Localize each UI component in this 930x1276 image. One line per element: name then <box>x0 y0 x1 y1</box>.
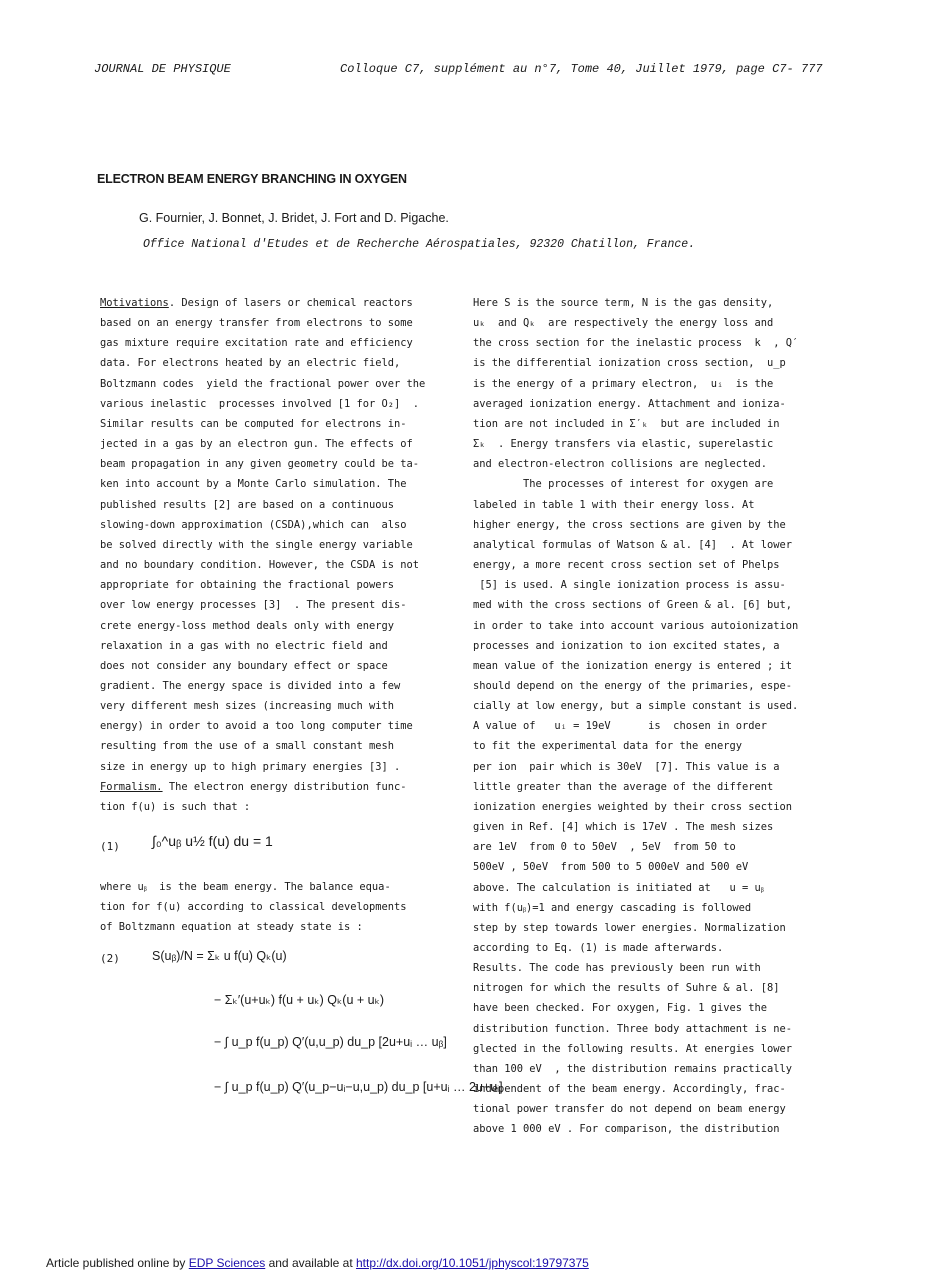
left-text-line <box>100 394 452 414</box>
line-text: very different mesh sizes (increasing much with <box>100 700 395 713</box>
right-text-line: [5] is used. A single ionization process is assu- <box>473 579 786 592</box>
equation-2-line: − Σₖ′(u+uₖ) f(u + uₖ) Qₖ(u + uₖ) <box>214 993 385 1007</box>
left-text-line <box>100 535 452 555</box>
line-text: and no boundary condition. However, the CSDA is not <box>100 559 420 572</box>
line-text: jected in a gas by an electron gun. The effects of <box>100 438 413 451</box>
left-text-line: where uᵦ is the beam energy. The balance equa- <box>100 881 391 893</box>
right-text-line: with f(uᵦ)=1 and energy cascading is followed <box>473 901 752 914</box>
line-text: crete energy-loss method deals only with energy <box>100 619 395 632</box>
paper-authors: G. Fournier, J. Bonnet, J. Bridet, J. Fort and D. Pigache. <box>139 211 449 225</box>
right-column <box>473 293 833 1140</box>
left-text-line <box>100 696 452 716</box>
right-text-line: than 100 eV , the distribution remains practically <box>473 1062 793 1075</box>
right-text-line: distribution function. Three body attachment is ne- <box>473 1022 793 1035</box>
left-text-line <box>100 293 452 313</box>
line-text: size in energy up to high primary energies [3] . <box>100 760 401 773</box>
left-text-line <box>100 333 452 353</box>
left-text-line <box>100 595 452 615</box>
right-text-line: have been checked. For oxygen, Fig. 1 gives the <box>473 1002 768 1015</box>
left-text-line <box>100 757 452 777</box>
equation-2-line: − ∫ u_p f(u_p) Q′(u_p−uᵢ−u,u_p) du_p [u+uᵢ … 2u+uᵢ] <box>214 1080 503 1094</box>
left-text-line <box>100 434 452 454</box>
left-text-line <box>100 353 452 373</box>
left-text-line <box>100 616 452 636</box>
line-text: gradient. The energy space is divided into a few <box>100 679 401 692</box>
left-column-continued <box>100 877 452 937</box>
line-text: various inelastic processes involved [1 for O₂] . <box>100 397 420 410</box>
line-text: appropriate for obtaining the fractional powers <box>100 579 395 592</box>
right-text-line: labeled in table 1 with their energy loss. At <box>473 498 755 511</box>
line-text: ken into account by a Monte Carlo simulation. The <box>100 478 407 491</box>
right-text-line: the cross section for the inelastic process k , Q′ <box>473 337 799 350</box>
line-text: The electron energy distribution func- <box>162 780 407 793</box>
right-text-line: according to Eq. (1) is made afterwards. <box>473 942 724 954</box>
line-text: be solved directly with the single energy variable <box>100 538 413 551</box>
left-text-line <box>100 515 452 535</box>
colloque-reference: Colloque C7, supplément au n°7, Tome 40, Juillet 1979, page C7- 777 <box>340 62 823 76</box>
paper-affiliation: Office National d'Etudes et de Recherche Aérospatiales, 92320 Chatillon, France. <box>143 238 696 251</box>
footer-prefix: Article published online by <box>46 1256 189 1270</box>
equation-2-line: S(uᵦ)/N = Σₖ u f(u) Qₖ(u) <box>152 949 287 963</box>
left-text-line <box>100 636 452 656</box>
right-text-line: The processes of interest for oxygen are <box>473 478 774 491</box>
equation-1: ∫₀^uᵦ u½ f(u) du = 1 <box>152 833 273 849</box>
equation-1-number: (1) <box>100 840 120 853</box>
right-text-line: step by step towards lower energies. Normalization <box>473 921 786 934</box>
line-text: beam propagation in any given geometry could be ta- <box>100 458 420 471</box>
line-text: based on an energy transfer from electrons to some <box>100 317 413 330</box>
left-text-line <box>100 495 452 515</box>
right-text-line: should depend on the energy of the primaries, espe- <box>473 679 793 692</box>
section-heading: Formalism. <box>100 780 163 793</box>
left-text-line <box>100 716 452 736</box>
right-text-line: in order to take into account various autoionization <box>473 619 799 632</box>
line-text: resulting from the use of a small constant mesh <box>100 740 395 753</box>
right-text-line: uₖ and Qₖ are respectively the energy loss and <box>473 317 774 330</box>
line-text: published results [2] are based on a continuous <box>100 498 395 511</box>
line-text: slowing-down approximation (CSDA),which can also <box>100 518 407 531</box>
publication-footer <box>46 1256 589 1270</box>
left-text-line <box>100 555 452 575</box>
right-text-line: averaged ionization energy. Attachment and ioniza- <box>473 397 786 410</box>
line-text: . Design of lasers or chemical reactors <box>168 297 413 309</box>
right-text-line: mean value of the ionization energy is entered ; it <box>473 659 793 672</box>
right-text-line: little greater than the average of the different <box>473 780 774 793</box>
left-column <box>100 293 452 817</box>
right-text-line: and electron-electron collisions are neglected. <box>473 458 768 471</box>
line-text: Similar results can be computed for electrons in- <box>100 417 407 430</box>
right-text-line: independent of the beam energy. Accordingly, frac- <box>473 1083 786 1096</box>
right-text-line: tion are not included in Σ′ₖ but are included in <box>473 417 780 430</box>
left-text-line <box>100 313 452 333</box>
left-text-line <box>100 575 452 595</box>
right-text-line: Σₖ . Energy transfers via elastic, superelastic <box>473 438 774 451</box>
left-text-line <box>100 374 452 394</box>
left-text-line <box>100 656 452 676</box>
right-text-line: is the energy of a primary electron, uᵢ is the <box>473 377 774 390</box>
right-text-line: higher energy, the cross sections are given by the <box>473 518 786 531</box>
right-text-line: cially at low energy, but a simple constant is used. <box>473 700 799 713</box>
left-text-line <box>100 474 452 494</box>
right-text-line: above. The calculation is initiated at u = uᵦ <box>473 881 764 894</box>
left-text-line <box>100 797 452 817</box>
left-text-line <box>100 777 452 797</box>
left-text-line <box>100 414 452 434</box>
right-text-line: glected in the following results. At energies lower <box>473 1042 793 1055</box>
left-text-line <box>100 676 452 696</box>
right-text-line: given in Ref. [4] which is 17eV . The mesh sizes <box>473 821 774 834</box>
right-text-line: to fit the experimental data for the energy <box>473 740 742 753</box>
line-text: gas mixture require excitation rate and efficiency <box>100 337 413 350</box>
line-text: relaxation in a gas with no electric field and <box>100 639 388 652</box>
left-text-line <box>100 454 452 474</box>
line-text: does not consider any boundary effect or space <box>100 659 388 672</box>
right-text-line: tional power transfer do not depend on beam energy <box>473 1103 786 1116</box>
right-text-line: processes and ionization to ion excited states, a <box>473 639 780 652</box>
left-text-line: tion for f(u) according to classical developments <box>100 901 407 914</box>
right-text-line: are 1eV from 0 to 50eV , 5eV from 50 to <box>473 841 736 854</box>
right-text-line: Results. The code has previously been run with <box>473 962 761 975</box>
section-heading: Motivations <box>100 297 169 309</box>
publisher-link[interactable]: EDP Sciences <box>188 1256 266 1270</box>
right-text-line: above 1 000 eV . For comparison, the distribution <box>473 1123 780 1136</box>
equation-2-number: (2) <box>100 952 120 965</box>
line-text: Boltzmann codes yield the fractional power over the <box>100 377 426 390</box>
right-text-line: energy, a more recent cross section set of Phelps <box>473 559 780 572</box>
right-text-line: Here S is the source term, N is the gas density, <box>473 297 774 309</box>
journal-name: JOURNAL DE PHYSIQUE <box>94 62 231 76</box>
right-text-line: analytical formulas of Watson & al. [4] . At lower <box>473 538 793 551</box>
right-text-line: is the differential ionization cross section, u_p <box>473 357 786 370</box>
paper-title: ELECTRON BEAM ENERGY BRANCHING IN OXYGEN <box>97 172 407 186</box>
line-text: tion f(u) is such that : <box>100 800 251 813</box>
right-text-line: nitrogen for which the results of Suhre & al. [8] <box>473 982 780 995</box>
left-text-line <box>100 736 452 756</box>
doi-link[interactable]: http://dx.doi.org/10.1051/jphyscol:19797375 <box>355 1256 589 1270</box>
line-text: energy) in order to avoid a too long computer time <box>100 720 413 733</box>
line-text: over low energy processes [3] . The present dis- <box>100 599 407 612</box>
right-text-line: per ion pair which is 30eV [7]. This value is a <box>473 760 780 773</box>
line-text: data. For electrons heated by an electric field, <box>100 357 401 370</box>
right-text-line: med with the cross sections of Green & al. [6] but, <box>473 599 793 612</box>
right-text-line: 500eV , 50eV from 500 to 5 000eV and 500 eV <box>473 861 749 874</box>
equation-2-line: − ∫ u_p f(u_p) Q′(u,u_p) du_p [2u+uᵢ … uᵦ] <box>214 1035 447 1049</box>
right-text-line: ionization energies weighted by their cross section <box>473 800 793 813</box>
right-text-line: A value of uᵢ = 19eV is chosen in order <box>473 720 768 733</box>
footer-middle: and available at <box>265 1256 356 1270</box>
left-text-line: of Boltzmann equation at steady state is : <box>100 921 363 934</box>
